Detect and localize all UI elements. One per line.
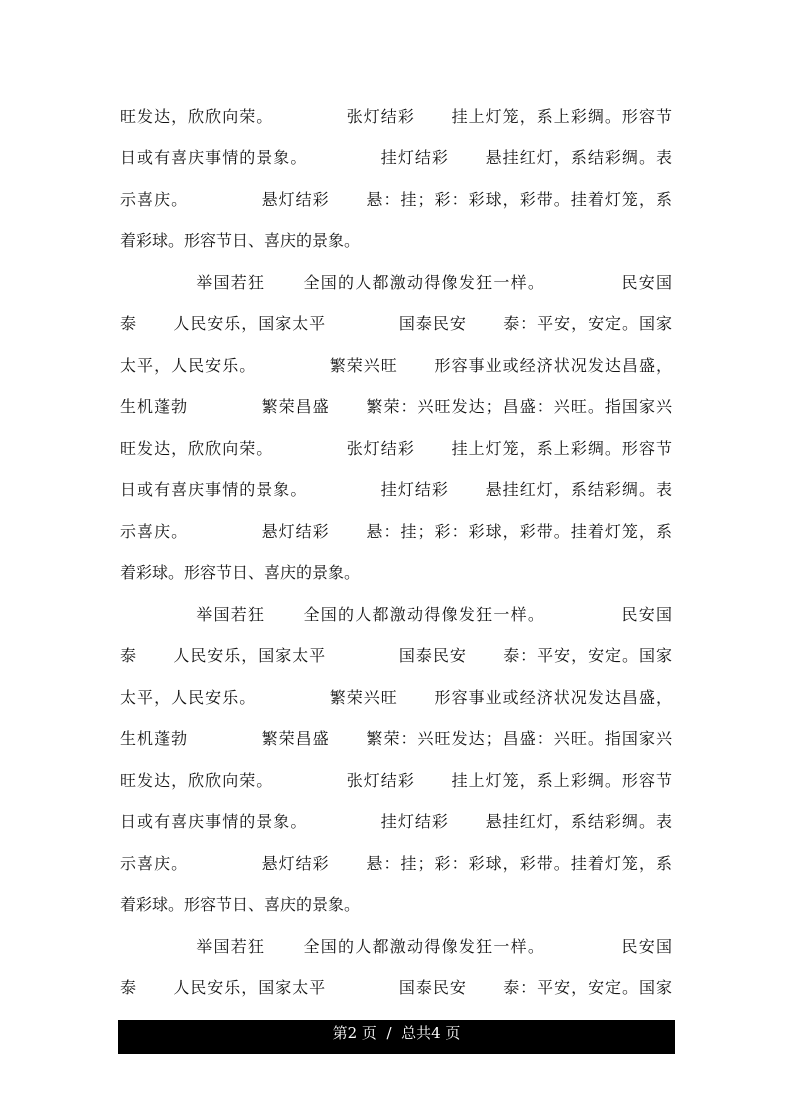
page-footer-bar xyxy=(118,1020,675,1054)
text-line-16: 生机蓬勃 繁荣昌盛 繁荣：兴旺发达；昌盛：兴旺。指国家兴 xyxy=(120,729,672,748)
text-line-17: 旺发达，欣欣向荣。 张灯结彩 挂上灯笼，系上彩绸。形容节 xyxy=(120,771,672,790)
text-line-22: 泰 人民安乐，国家太平 国泰民安 泰：平安，安定。国家 xyxy=(120,978,672,997)
text-line-21: 举国若狂 全国的人都激动得像发狂一样。 民安国 xyxy=(120,937,672,956)
page-number-label: 第2 页 / 总共4 页 xyxy=(332,1024,461,1042)
text-line-3: 示喜庆。 悬灯结彩 悬：挂；彩：彩球，彩带。挂着灯笼，系 xyxy=(120,190,672,209)
text-line-5: 举国若狂 全国的人都激动得像发狂一样。 民安国 xyxy=(120,273,672,292)
text-line-8: 生机蓬勃 繁荣昌盛 繁荣：兴旺发达；昌盛：兴旺。指国家兴 xyxy=(120,397,672,416)
text-line-10: 日或有喜庆事情的景象。 挂灯结彩 悬挂红灯，系结彩绸。表 xyxy=(120,480,672,499)
text-line-2: 日或有喜庆事情的景象。 挂灯结彩 悬挂红灯，系结彩绸。表 xyxy=(120,148,672,167)
text-line-4: 着彩球。形容节日、喜庆的景象。 xyxy=(120,231,361,250)
text-line-11: 示喜庆。 悬灯结彩 悬：挂；彩：彩球，彩带。挂着灯笼，系 xyxy=(120,522,672,541)
text-line-7: 太平，人民安乐。 繁荣兴旺 形容事业或经济状况发达昌盛， xyxy=(120,356,672,375)
text-line-9: 旺发达，欣欣向荣。 张灯结彩 挂上灯笼，系上彩绸。形容节 xyxy=(120,439,672,458)
text-line-18: 日或有喜庆事情的景象。 挂灯结彩 悬挂红灯，系结彩绸。表 xyxy=(120,812,672,831)
text-line-20: 着彩球。形容节日、喜庆的景象。 xyxy=(120,895,361,914)
text-line-12: 着彩球。形容节日、喜庆的景象。 xyxy=(120,563,361,582)
text-line-1: 旺发达，欣欣向荣。 张灯结彩 挂上灯笼，系上彩绸。形容节 xyxy=(120,107,672,126)
text-line-14: 泰 人民安乐，国家太平 国泰民安 泰：平安，安定。国家 xyxy=(120,646,672,665)
text-line-19: 示喜庆。 悬灯结彩 悬：挂；彩：彩球，彩带。挂着灯笼，系 xyxy=(120,854,672,873)
text-line-15: 太平，人民安乐。 繁荣兴旺 形容事业或经济状况发达昌盛， xyxy=(120,688,672,707)
text-line-13: 举国若狂 全国的人都激动得像发狂一样。 民安国 xyxy=(120,605,672,624)
text-line-6: 泰 人民安乐，国家太平 国泰民安 泰：平安，安定。国家 xyxy=(120,314,672,333)
